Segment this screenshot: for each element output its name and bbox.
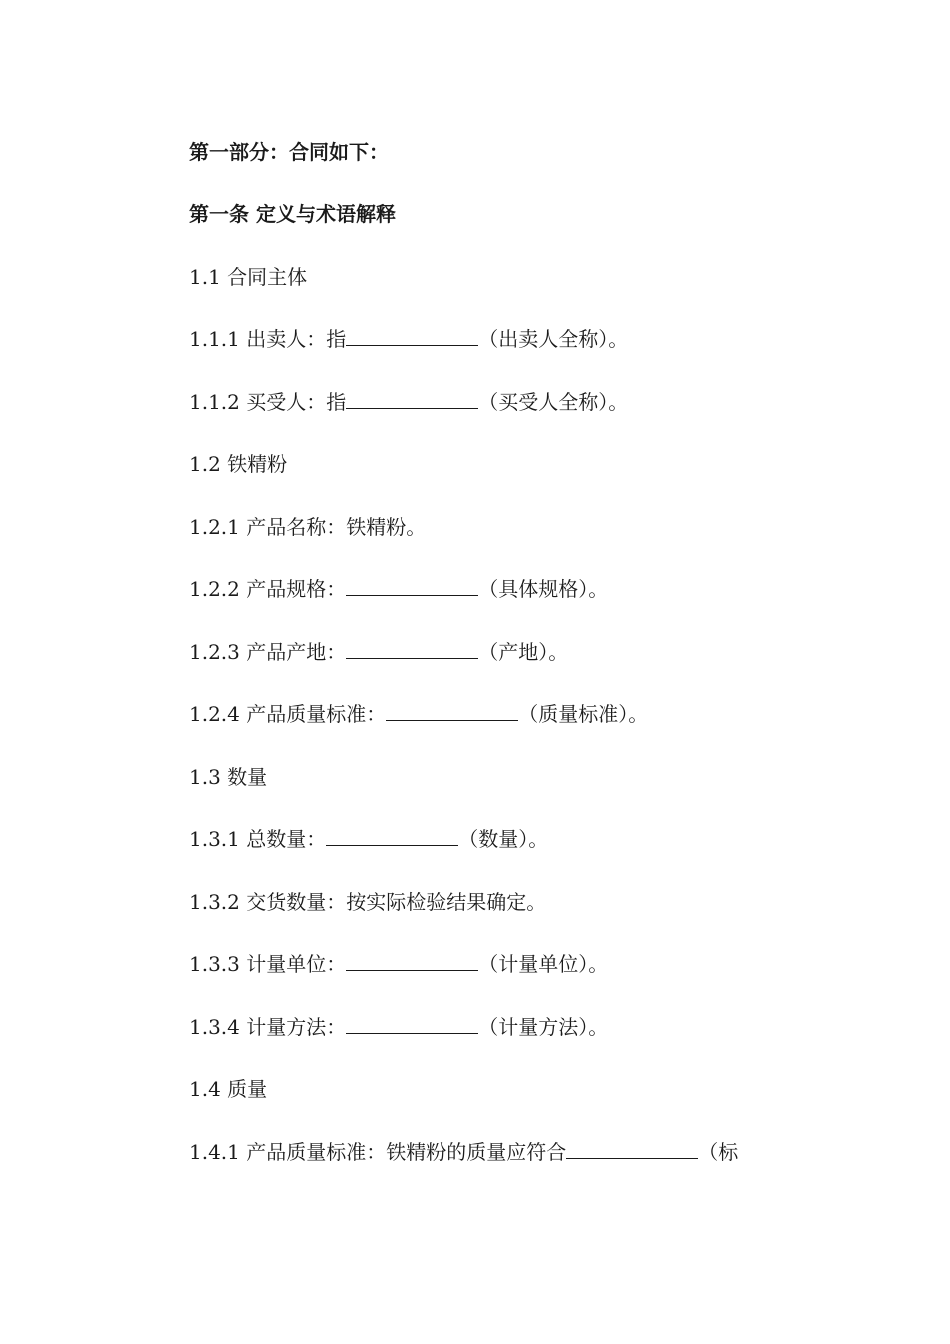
clause-note: （产地）。 — [478, 640, 569, 664]
clause-text: 1.2.4 产品质量标准： — [189, 702, 387, 726]
clause-note: （标 — [698, 1140, 739, 1164]
fill-in-blank — [386, 702, 518, 721]
clause-text: 1.3 数量 — [189, 765, 268, 789]
part-heading: 第一部分：合同如下： — [189, 140, 389, 164]
fill-in-blank — [346, 640, 478, 659]
clause-text: 1.1 合同主体 — [189, 265, 308, 289]
clause-note: （买受人全称）。 — [478, 390, 629, 414]
clause-note: （具体规格）。 — [478, 577, 609, 601]
clause-1-1-1 — [189, 326, 628, 352]
clause-1-3-4 — [189, 1014, 608, 1040]
fill-in-blank — [346, 577, 478, 596]
clause-1-3-1 — [189, 826, 548, 852]
clause-1-2-3 — [189, 639, 568, 665]
clause-text: 1.3.4 计量方法： — [189, 1015, 347, 1039]
clause-1-2-2 — [189, 576, 608, 602]
clause-text: 1.3.1 总数量： — [189, 827, 327, 851]
fill-in-blank — [346, 1015, 478, 1034]
clause-note: （数量）。 — [458, 827, 549, 851]
clause-1-4 — [189, 1076, 267, 1102]
clause-text: 1.1.2 买受人：指 — [189, 390, 347, 414]
clause-1-2 — [189, 451, 287, 477]
clause-1-3 — [189, 764, 267, 790]
fill-in-blank — [346, 327, 478, 346]
clause-text: 1.1.1 出卖人：指 — [189, 327, 347, 351]
clause-1-1 — [189, 264, 307, 290]
clause-text: 1.2.1 产品名称：铁精粉。 — [189, 515, 427, 539]
clause-note: （出卖人全称）。 — [478, 327, 629, 351]
clause-text: 1.2.2 产品规格： — [189, 577, 347, 601]
clause-1-2-1 — [189, 514, 426, 540]
clause-text: 1.2.3 产品产地： — [189, 640, 347, 664]
article-heading: 第一条 定义与术语解释 — [189, 202, 396, 226]
fill-in-blank — [326, 827, 458, 846]
clause-1-3-3 — [189, 951, 608, 977]
fill-in-blank — [566, 1140, 698, 1159]
clause-text: 1.4.1 产品质量标准：铁精粉的质量应符合 — [189, 1140, 567, 1164]
fill-in-blank — [346, 390, 478, 409]
clause-1-1-2 — [189, 389, 628, 415]
clause-1-4-1 — [189, 1139, 738, 1165]
clause-text: 1.3.2 交货数量：按实际检验结果确定。 — [189, 890, 547, 914]
clause-note: （计量单位）。 — [478, 952, 609, 976]
clause-text: 1.2 铁精粉 — [189, 452, 288, 476]
clause-note: （质量标准）。 — [518, 702, 649, 726]
clause-note: （计量方法）。 — [478, 1015, 609, 1039]
clause-1-3-2 — [189, 889, 546, 915]
fill-in-blank — [346, 952, 478, 971]
clause-text: 1.4 质量 — [189, 1077, 268, 1101]
clause-text: 1.3.3 计量单位： — [189, 952, 347, 976]
clause-1-2-4 — [189, 701, 648, 727]
